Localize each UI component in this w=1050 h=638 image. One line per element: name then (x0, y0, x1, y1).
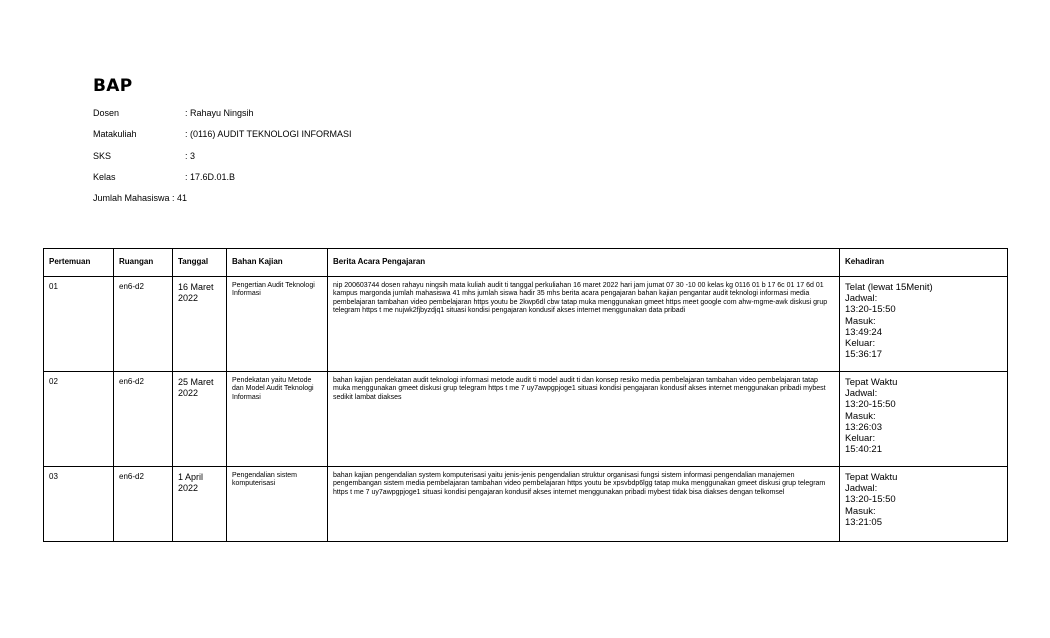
kehadiran-line: Keluar: (845, 433, 876, 445)
header-tanggal: Tanggal (173, 249, 227, 277)
cell-tanggal: 16 Maret 2022 (173, 277, 227, 372)
header-ruangan: Ruangan (114, 249, 173, 277)
cell-kehadiran (840, 372, 1008, 467)
header-berita-acara: Berita Acara Pengajaran (328, 249, 840, 277)
header-bahan-kajian: Bahan Kajian (227, 249, 328, 277)
info-row-matakuliah (93, 129, 352, 150)
cell-berita-acara: bahan kajian pendekatan audit teknologi informasi metode audit ti model audit ti dan konsep resiko media pembelajaran tambahan video pembelajaran tatap muka menggunakan gmeet diskusi grup telegram https t me 7 uy7awpgpjoge1 situasi kondisi pengajaran kondusif akses internet menggunakan pribadi mybest sedikit lambat diakses (328, 372, 840, 467)
cell-ruangan: en6-d2 (114, 277, 173, 372)
info-value: : Rahayu Ningsih (185, 108, 254, 118)
cell-bahan-kajian: Pengendalian sistem komputerisasi (227, 467, 328, 542)
kehadiran-line: 13:26:03 (845, 421, 882, 433)
kehadiran-line: Jadwal: (845, 293, 878, 305)
kehadiran-status: Telat (lewat 15Menit) (845, 282, 933, 293)
info-row-kelas (93, 172, 352, 193)
kehadiran-line: 13:49:24 (845, 326, 882, 338)
kehadiran-status: Tepat Waktu (845, 472, 898, 483)
kehadiran-line: 13:20-15:50 (845, 304, 896, 316)
kehadiran-line: Keluar: (845, 338, 876, 350)
cell-bahan-kajian: Pengertian Audit Teknologi Informasi (227, 277, 328, 372)
cell-berita-acara: nip 200603744 dosen rahayu ningsih mata kuliah audit ti tanggal perkuliahan 16 maret 2022 hari jam jumat 07 30 -10 00 kelas kg 0116 01 b 17 6c 01 17 6d 01 kampus margonda jumlah mahasiswa 41 mhs jumlah siswa hadir 35 mhs berita acara pengajaran bahan kajian pengantar audit teknologi informasi media pembelajaran tambahan video pembelajaran https youtu be 2kwp6dl cbw tatap muka menggunakan gmeet https meet google com ahw-mgme-awk diskusi grup telegram https t me nujwk2fjbyzdjq1 situasi kondisi pengajaran kondusif akses internet menggunakan data pribadi (328, 277, 840, 372)
cell-kehadiran (840, 277, 1008, 372)
kehadiran-line: 13:21:05 (845, 516, 882, 528)
bap-table (43, 248, 1008, 542)
kehadiran-line: Masuk: (845, 410, 876, 422)
kehadiran-line: 15:40:21 (845, 444, 882, 456)
header-kehadiran: Kehadiran (840, 249, 1008, 277)
cell-pertemuan: 02 (44, 372, 114, 467)
header-pertemuan: Pertemuan (44, 249, 114, 277)
table-row (44, 372, 1008, 467)
info-row-dosen (93, 108, 352, 129)
table-row (44, 467, 1008, 542)
kehadiran-line: 13:20-15:50 (845, 494, 896, 506)
info-row-jumlah-mahasiswa (93, 193, 352, 214)
cell-berita-acara: bahan kajian pengendalian system komputerisasi yaitu jenis-jenis pengendalian struktur organisasi fungsi sistem informasi pengendalian manajemen pengembangan sistem media pembelajaran tambahan video pembelajaran https youtu be xpsvbdp6lgg tatap muka menggunakan gmeet diskusi grup telegram https t me 7 uy7awpgpjoge1 situasi kondisi pengajaran kondusif akses internet menggunakan pribadi mybest tidak bisa diakses dengan telkomsel (328, 467, 840, 542)
info-value: : 17.6D.01.B (185, 171, 236, 182)
info-label: Jumlah Mahasiswa (93, 193, 170, 204)
cell-pertemuan: 03 (44, 467, 114, 542)
table-header-row (44, 249, 1008, 277)
cell-ruangan: en6-d2 (114, 372, 173, 467)
cell-pertemuan: 01 (44, 277, 114, 372)
info-label: SKS (93, 150, 112, 161)
kehadiran-line: Jadwal: (845, 483, 878, 495)
info-value: : (0116) AUDIT TEKNOLOGI INFORMASI (185, 129, 352, 140)
cell-tanggal: 1 April 2022 (173, 467, 227, 542)
kehadiran-status: Tepat Waktu (845, 377, 898, 388)
info-value: : 3 (185, 150, 196, 161)
info-row-sks (93, 151, 352, 172)
kehadiran-line: 13:20-15:50 (845, 399, 896, 411)
cell-tanggal: 25 Maret 2022 (173, 372, 227, 467)
page-title: BAP (93, 76, 133, 96)
table-row (44, 277, 1008, 372)
info-label: Matakuliah (93, 129, 137, 140)
info-label: Dosen (93, 108, 120, 118)
kehadiran-line: Masuk: (845, 505, 876, 517)
cell-kehadiran (840, 467, 1008, 542)
kehadiran-line: 15:36:17 (845, 349, 882, 361)
info-value: : 41 (172, 193, 188, 204)
course-info (93, 108, 352, 214)
cell-bahan-kajian: Pendekatan yaitu Metode dan Model Audit Teknologi Informasi (227, 372, 328, 467)
cell-ruangan: en6-d2 (114, 467, 173, 542)
kehadiran-line: Masuk: (845, 315, 876, 327)
kehadiran-line: Jadwal: (845, 388, 878, 400)
info-label: Kelas (93, 171, 116, 182)
